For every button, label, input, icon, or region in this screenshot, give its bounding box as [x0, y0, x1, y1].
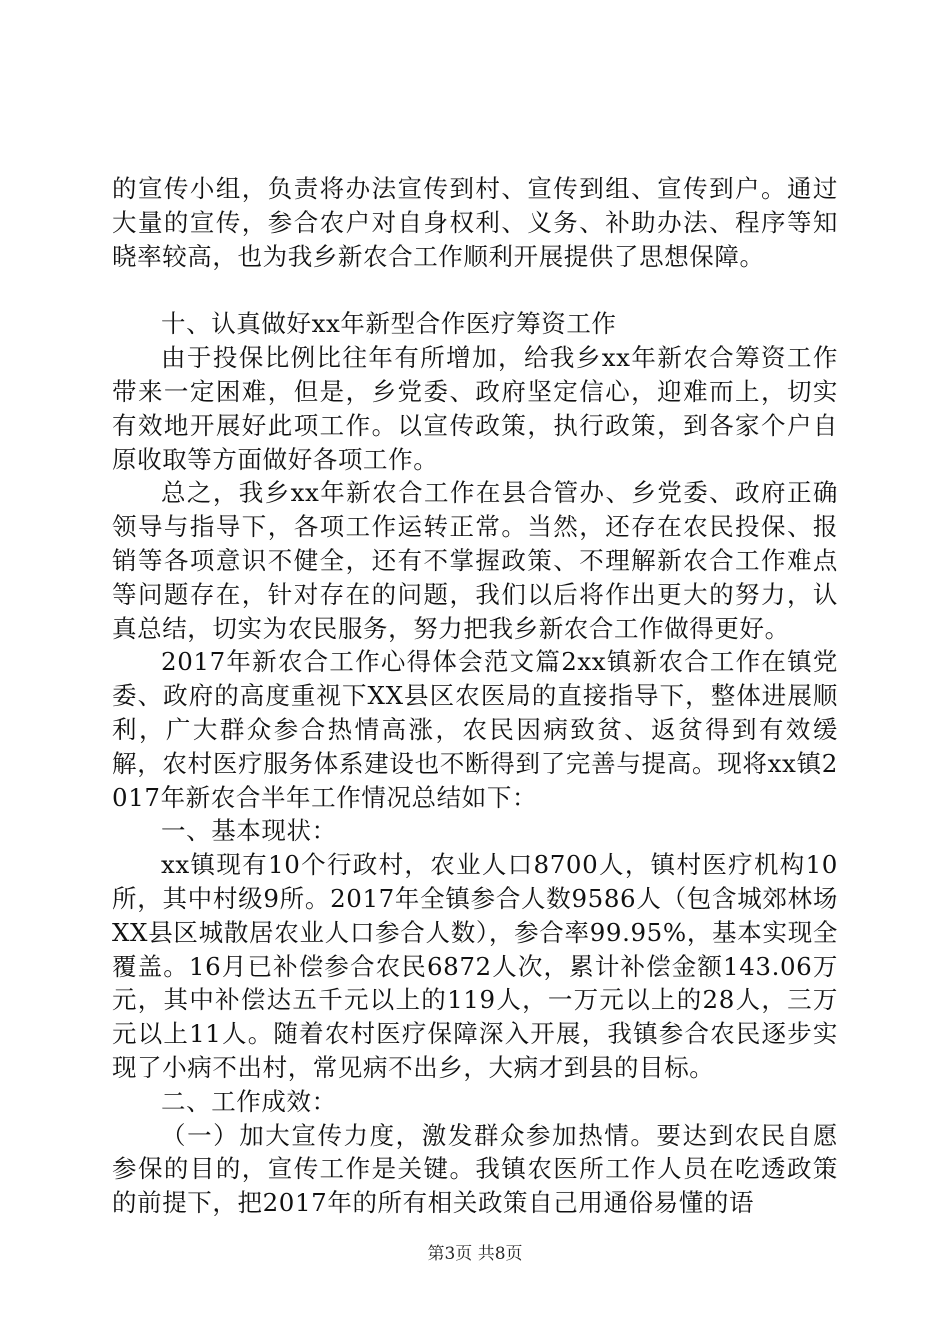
paragraph-continued: 的宣传小组，负责将办法宣传到村、宣传到组、宣传到户。通过大量的宣传，参合农户对自身权利、义务、补助办法、程序等知晓率较高，也为我乡新农合工作顺利开展提供了思想保障。 [112, 174, 838, 271]
document-body [112, 172, 838, 1220]
paragraph-publicity: （一）加大宣传力度，激发群众参加热情。要达到农民自愿参保的目的，宣传工作是关键。我镇农医所工作人员在吃透政策的前提下，把2017年的所有相关政策自己用通俗易懂的语 [112, 1120, 838, 1218]
section-heading-basic-status: 一、基本现状： [161, 816, 337, 846]
page-number-footer: 第3页 共8页 [427, 1244, 523, 1264]
paragraph-gap [112, 273, 838, 307]
paragraph-article-two-intro: 2017年新农合工作心得体会范文篇2xx镇新农合工作在镇党委、政府的高度重视下XX县区农医局的直接指导下，整体进展顺利，广大群众参合热情高涨，农民因病致贫、返贫得到有效缓解，农村医疗服务体系建设也不断得到了完善与提高。现将xx镇2017年新农合半年工作情况总结如下： [112, 647, 838, 812]
paragraph-summary: 总之，我乡xx年新农合工作在县合管办、乡党委、政府正确领导与指导下，各项工作运转正常。当然，还存在农民投保、报销等各项意识不健全，还有不掌握政策、不理解新农合工作难点等问题存在，针对存在的问题，我们以后将作出更大的努力，认真总结，切实为农民服务，努力把我乡新农合工作做得更好。 [112, 478, 838, 643]
paragraph-funding: 由于投保比例比往年有所增加，给我乡xx年新农合筹资工作带来一定困难，但是，乡党委、政府坚定信心，迎难而上，切实有效地开展好此项工作。以宣传政策，执行政策，到各家个户自原收取等方面做好各项工作。 [112, 343, 838, 474]
section-heading-ten: 十、认真做好xx年新型合作医疗筹资工作 [161, 309, 617, 339]
paragraph-basic-status: xx镇现有10个行政村，农业人口8700人，镇村医疗机构10所，其中村级9所。2017年全镇参合人数9586人（包含城郊林场XX县区城散居农业人口参合人数），参合率99.95%，基本实现全覆盖。16月已补偿参合农民6872人次，累计补偿金额143.06万元，其中补偿达五千元以上的119人，一万元以上的28人，三万元以上11人。随着农村医疗保障深入开展，我镇参合农民逐步实现了小病不出村，常见病不出乡，大病才到县的目标。 [112, 850, 838, 1082]
section-heading-achievements: 二、工作成效： [161, 1086, 337, 1116]
